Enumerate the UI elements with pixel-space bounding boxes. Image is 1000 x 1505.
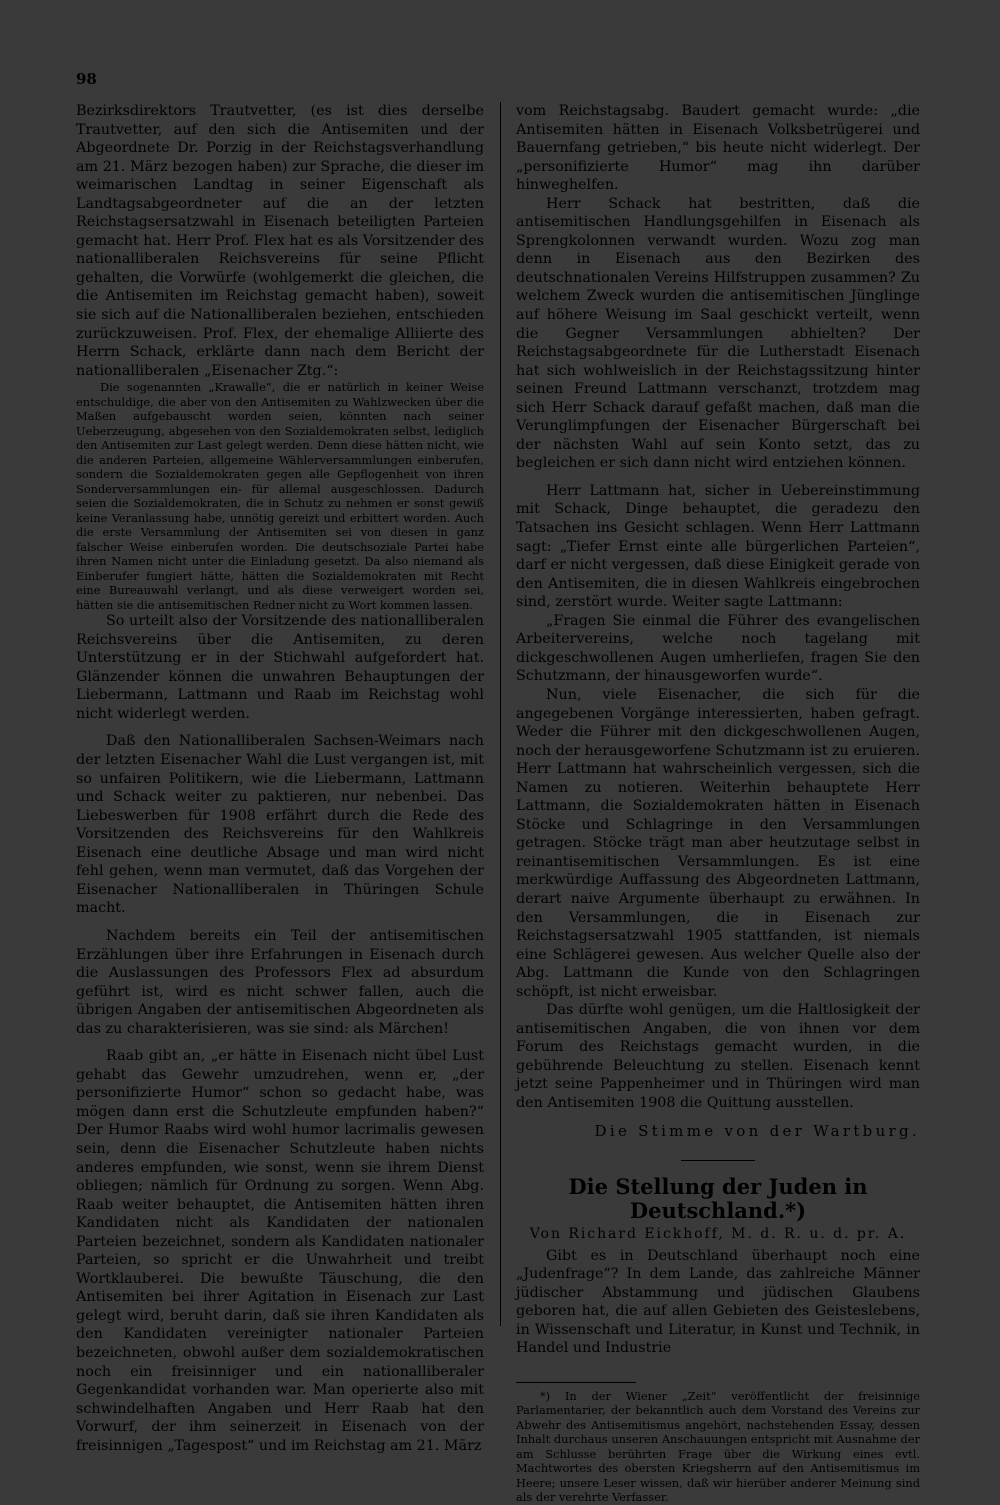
article-separator [681, 1160, 755, 1161]
right-paragraph-6: Das dürfte wohl genügen, um die Haltlosigkeit der antisemitischen Angaben, die von ihnen vor dem Forum des Reichstags gemacht wurden, in die gebührende Beleuchtung zu stellen. Eisenach kennt jetzt seine Pappenheimer und in Thüringen wird man den Antisemiten 1908 die Quittung ausstellen. [516, 1002, 920, 1111]
right-column [516, 102, 920, 1505]
right-paragraph-2: Herr Schack hat bestritten, daß die antisemitischen Handlungsgehilfen in Eisenach als Sprengkolonnen verwandt wurden. Wozu zog man denn in Eisenach aus den Bezirken des deutschnationalen Vereins Hilfstruppen zusammen? Zu welchem Zweck wurden die antisemitischen Jünglinge auf höhere Weisung im Saal geschickt verteilt, wenn die Gegner Versammlungen abhielten? Der Reichstagsabgeordnete für die Lutherstadt Eisenach hat sich wohlweislich in der Reichstagssitzung hinter seinen Freund Lattmann verschanzt, trotzdem mag sich Herr Schack darauf gefaßt machen, daß man die Verunglimpfungen der Eisenacher Bürgerschaft bei der nächsten Wahl auf sein Konto setzt, das zu begleichen er sich dann nicht wird entziehen können. [516, 195, 920, 472]
column-divider [500, 102, 501, 1326]
footnote-rule [516, 1382, 636, 1383]
lattmann-quote: „Fragen Sie einmal die Führer des evangelischen Arbeitervereins, welche noch tagelang mit dickgeschwollenen Augen umherliefen, fragen Sie den Schutzmann, der hinausgeworfen wurde“. [516, 612, 920, 685]
left-paragraph-3: Daß den Nationalliberalen Sachsen-Weimars nach der letzten Eisenacher Wahl die Lust vergangen ist, mit so unfairen Politikern, wie die Liebermann, Lattmann und Schack weiter zu paktieren, nur nebenbei. Das Liebeswerben für 1908 erfährt durch die Rede des Vorsitzenden des Reichsvereins für den Wahlkreis Eisenach eine deutliche Absage und man wird nicht fehl gehen, wenn man vermutet, daß das Vorgehen der Eisenacher Nationalliberalen in Thüringen Schule macht. [76, 733, 484, 917]
right-paragraph-1: vom Reichstagsabg. Baudert gemacht wurde: „die Antisemiten hätten in Eisenach Volksbetrügerei und Bauernfang getrieben,“ bis heute nicht widerlegt. Der „personifizierte Humor“ mag ihn darüber hinweghelfen. [516, 103, 920, 194]
left-paragraph-2: So urteilt also der Vorsitzende des nationalliberalen Reichsvereins über die Antisemiten, zu deren Unterstützung er in der Stichwahl aufgefordert hat. Glänzender können die unwahren Behauptungen der Liebermann, Lattmann und Raab im Reichstag wohl nicht widerlegt werden. [76, 613, 484, 722]
footnote: *) In der Wiener „Zeit“ veröffentlicht der freisinnige Parlamentarier, der bekanntlich auch dem Vorstand des Vereins zur Abwehr des Antisemitismus angehört, nachstehenden Essay, dessen Inhalt durchaus unseren Anschauungen entspricht mit Ausnahme der am Schlusse berührten Frage über die Wirkung eines evtl. Machtwortes des obersten Kriegsherrn auf den Antisemitismus im Heere; unsere Leser wissen, daß wir hierüber anderer Meinung sind als der verehrte Verfasser. [516, 1388, 920, 1505]
newspaper-page [58, 56, 938, 1505]
article-title: Die Stellung der Juden in Deutschland.*) [568, 1174, 868, 1224]
left-column [76, 102, 484, 1455]
right-paragraph-5: Nun, viele Eisenacher, die sich für die angegebenen Vorgänge interessierten, haben gefragt. Weder die Führer mit den dickgeschwollenen Augen, noch der herausgeworfene Schutzmann ist zu eruieren. Herr Lattmann hat wahrscheinlich vergessen, sich die Namen zu notieren. Weiterhin behauptete Herr Lattmann, die Sozialdemokraten hätten in Eisenach Stöcke und Schlagringe in den Versammlungen getragen. Stöcke trägt man aber heutzutage selbst in reinantisemitischen Versammlungen. Es ist eine merkwürdige Auffassung des Abgeordneten Lattmann, derart naive Argumente überhaupt zu erwähnen. In den Versammlungen, die in Eisenach zur Reichstagsersatzwahl 1905 stattfanden, ist niemals eine Schlägerei gewesen. Aus welcher Quelle also der Abg. Lattmann die Kunde von den Schlagringen schöpft, ist nicht erweisbar. [516, 686, 920, 1000]
right-paragraph-7: Gibt es in Deutschland überhaupt noch eine „Judenfrage“? In dem Lande, das zahlreiche Männer jüdischer Abstammung und jüdischen Glaubens geboren hat, die auf allen Gebieten des Geisteslebens, in Wissenschaft und Literatur, in Kunst und Technik, in Handel und Industrie [516, 1247, 920, 1357]
left-paragraph-4: Nachdem bereits ein Teil der antisemitischen Erzählungen über ihre Erfahrungen in Eisenach durch die Auslassungen des Professors Flex ad absurdum geführt ist, wird es nicht schwer fallen, auch die übrigen Angaben der antisemitischen Abgeordneten als das zu charakterisieren, was sie sind: als Märchen! [76, 927, 484, 1037]
right-paragraph-3: Herr Lattmann hat, sicher in Uebereinstimmung mit Schack, Dinge behauptet, die geradezu den Tatsachen ins Gesicht schlagen. Wenn Herr Lattmann sagt: „Tiefer Ernst einte alle bürgerlichen Parteien“, darf er nicht vergessen, daß diese Einigkeit gerade von den Antisemiten, die in diesen Wahlkreis eingebrochen sind, zerstört wurde. Weiter sagte Lattmann: [516, 482, 920, 611]
left-paragraph-5: Raab gibt an, „er hätte in Eisenach nicht übel Lust gehabt das Gewehr umzudrehen, wenn er, „der personifizierte Humor“ schon so gedacht habe, was mögen dann erst die Schutzleute empfunden haben?“ Der Humor Raabs wird wohl humor lacrimalis gewesen sein, denn die Eisenacher Schutzleute haben nichts anderes empfunden, wie sonst, wenn sie ihrem Dienst obliegen; nämlich für Ordnung zu sorgen. Wenn Abg. Raab weiter behauptet, die Antisemiten hätten ihren Kandidaten nicht als Kandidaten der nationalen Parteien bezeichnet, sondern als Kandidaten nationaler Parteien, so spricht er die Unwahrheit und treibt Wortklauberei. Die bewußte Täuschung, die den Antisemiten bei ihrer Agitation in Eisenach zur Last gelegt wird, beruht darin, daß sie ihren Kandidaten als den Kandidaten vereinigter nationaler Parteien bezeichneten, obwohl außer dem sozialdemokratischen noch ein freisinniger und ein nationalliberaler Gegenkandidat vorhanden war. Man operierte also mit schwindelhaften Angaben und Herr Raab hat den Vorwurf, der ihm seinerzeit in Eisenach von der freisinnigen „Tagespost“ und im Reichstag am 21. März [76, 1048, 484, 1454]
flex-quote: Die sogenannten „Krawalle“, die er natürlich in keiner Weise entschuldige, die aber von den Antisemiten zu Wahlzwecken über die Maßen aufgebauscht worden seien, könnten nach seiner Ueberzeugung, abgesehen von den Sozialdemokraten selbst, lediglich den Antisemiten zur Last gelegt werden. Denn diese hätten nicht, wie die anderen Parteien, allgemeine Wählerversammlungen einberufen, sondern die Sozialdemokraten gegen alle Gepflogenheit von ihren Sonderversammlungen ein- für allemal ausgeschlossen. Dadurch seien die Sozialdemokraten, die in Schutz zu nehmen er sonst gewiß keine Veranlassung habe, unnötig gereizt und erbittert worden. Auch die erste Versammlung der Antisemiten sei von diesen in ganz falscher Weise einberufen worden. Die deutschsoziale Partei habe ihren Namen nicht unter die Einladung gesetzt. Da also niemand als Einberufer fungiert hätte, hätten die Sozialdemokraten mit Recht eine Bureauwahl verlangt, und als diese verweigert worden sei, hätten sie die antisemitischen Redner nicht zu Wort kommen lassen. [76, 380, 484, 612]
article-byline: Von Richard Eickhoff, M. d. R. u. d. pr. A. [529, 1226, 907, 1243]
left-paragraph-1: Bezirksdirektors Trautvetter, (es ist dies derselbe Trautvetter, auf den sich die Antisemiten und der Abgeordnete Dr. Porzig in der Reichstagsverhandlung am 21. März bezogen haben) zur Sprache, die dieser im weimarischen Landtag in seiner Eigenschaft als Landtagsabgeordneter auf die an der letzten Reichstagsersatzwahl in Eisenach beteiligten Parteien gemacht hat. Herr Prof. Flex hat es als Vorsitzender des nationalliberalen Reichsvereins für seine Pflicht gehalten, die Vorwürfe (wohlgemerkt die gleichen, die die Antisemiten im Reichstag gemacht haben), soweit sie sich auf die Nationalliberalen beziehen, entschieden zurückzuweisen. Prof. Flex, der ehemalige Alliierte des Herrn Schack, erklärte dann nach dem Bericht der nationalliberalen „Eisenacher Ztg.“: [76, 103, 484, 379]
article-signature: Die Stimme von der Wartburg. [594, 1121, 920, 1140]
page-number: 98 [76, 70, 97, 88]
